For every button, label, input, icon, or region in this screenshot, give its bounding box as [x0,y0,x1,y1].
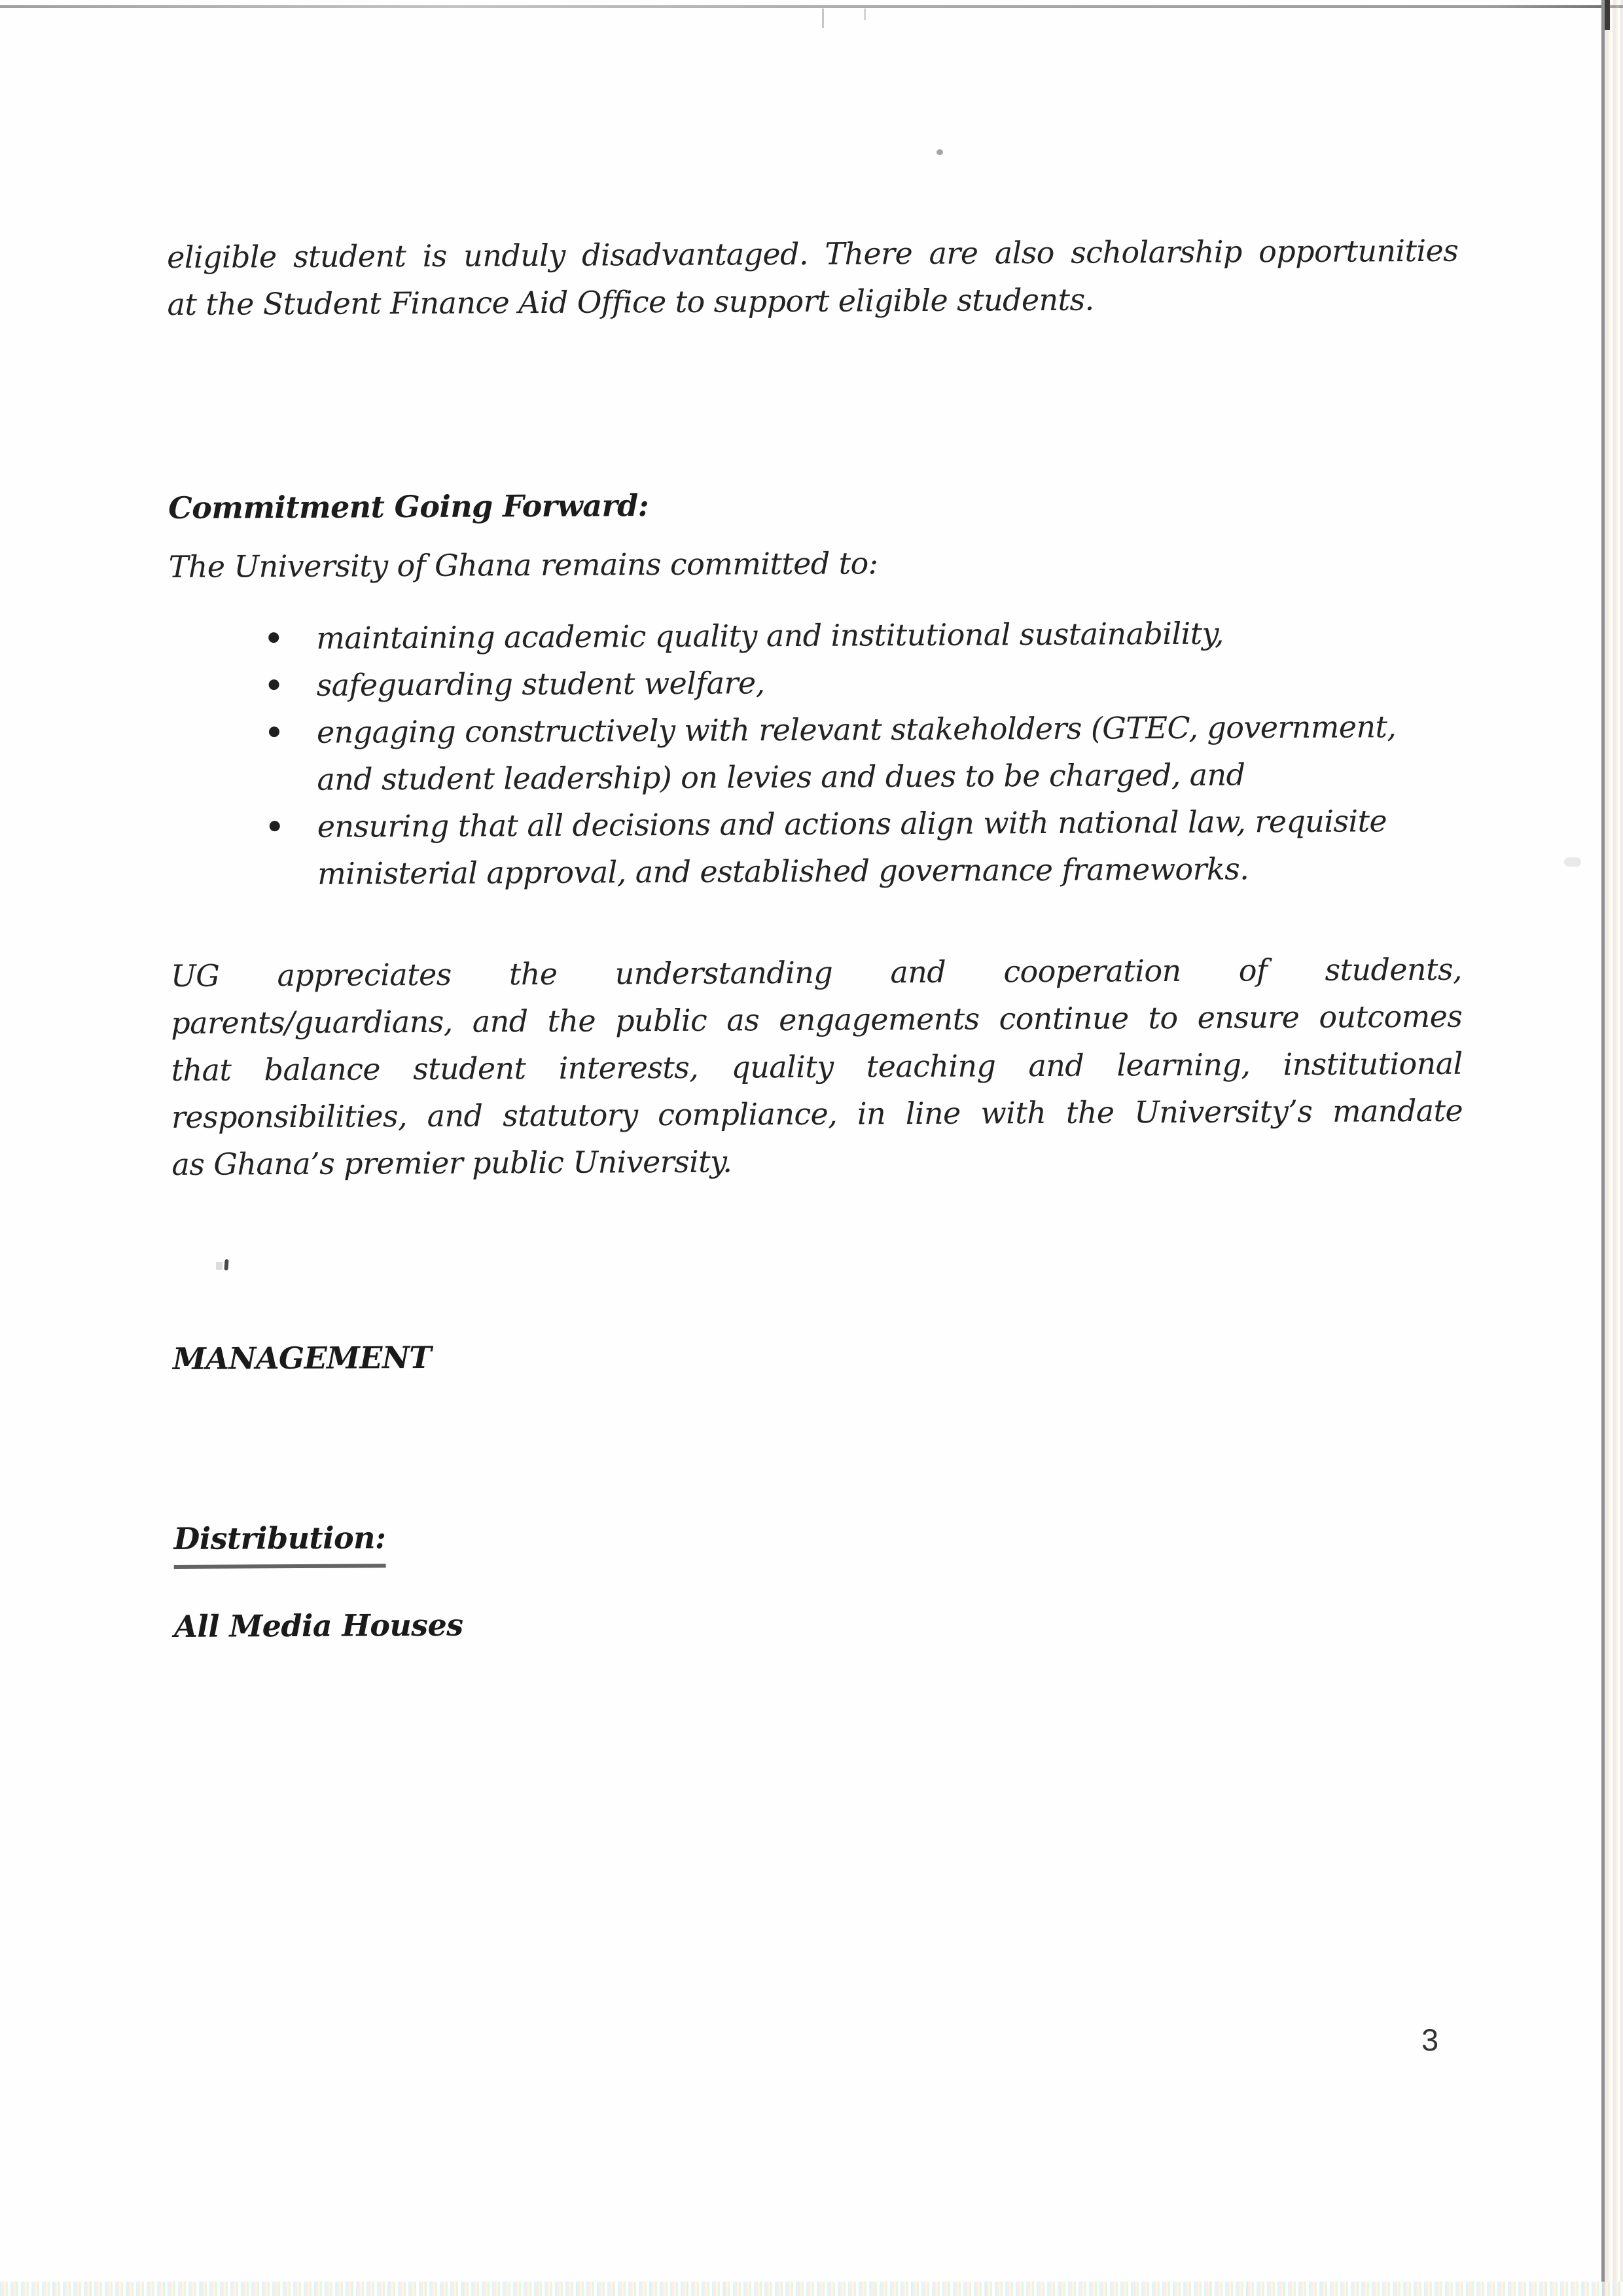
scan-artifact-smudge [1564,857,1581,867]
text-line: Commitment Going Forward: [168,488,649,526]
bullet-item [169,609,1460,662]
text-line: safeguarding student welfare, [316,665,765,703]
distribution-heading: Distribution: [173,1514,385,1569]
lead-sentence [168,537,1459,590]
page-number: 3 [1421,2022,1439,2057]
intro-paragraph [167,227,1459,328]
bullet-item [169,703,1461,804]
management-signature [173,1329,1464,1382]
text-line: The University of Ghana remains committed to: [168,545,878,584]
text-line: All Media Houses [174,1607,463,1644]
text-line: as Ghana’s premier public University. [171,1143,732,1182]
text-line: and student leadership) on levies and dues to be charged, and [317,757,1245,797]
distribution-section [173,1509,1465,1569]
text-line: parents/guardians, and the public as engagements continue to ensure outcomes [171,998,1463,1041]
text-line: engaging constructively with relevant stakeholders (GTEC, government, [316,709,1397,750]
text-line: responsibilities, and statutory compliance, in line with the University’s mandate [171,1092,1463,1135]
text-line: that balance student interests, quality teaching and learning, institutional [171,1045,1463,1088]
scan-edge-right-stripe [1601,0,1623,2296]
scan-artifact-tick [822,9,824,28]
commitment-bullet-list [169,609,1461,898]
text-line: UG appreciates the understanding and cooperation of students, [170,951,1463,994]
bullet-item [169,656,1460,709]
commitment-heading [168,478,1459,531]
distribution-item [174,1596,1465,1650]
scan-edge-bottom-noise-band [0,2282,1623,2296]
text-line: ministerial approval, and established governance frameworks. [317,851,1249,891]
text-line: eligible student is unduly disadvantaged. There are also scholarship opportunities [167,232,1459,275]
closing-paragraph [171,946,1463,1188]
text-line: MANAGEMENT [172,1339,432,1376]
text-line: ensuring that all decisions and actions align with national law, requisite [317,803,1387,844]
document-body [167,227,1465,1650]
text-line: at the Student Finance Aid Office to support eligible students. [167,281,1094,322]
scan-edge-top-line [0,5,1623,8]
scan-edge-right-dark-segment [1605,0,1610,30]
scan-artifact-tick [864,9,866,20]
bullet-item [170,797,1462,898]
text-line: maintaining academic quality and institutional sustainability, [316,615,1224,656]
scan-artifact-dot [936,149,943,155]
